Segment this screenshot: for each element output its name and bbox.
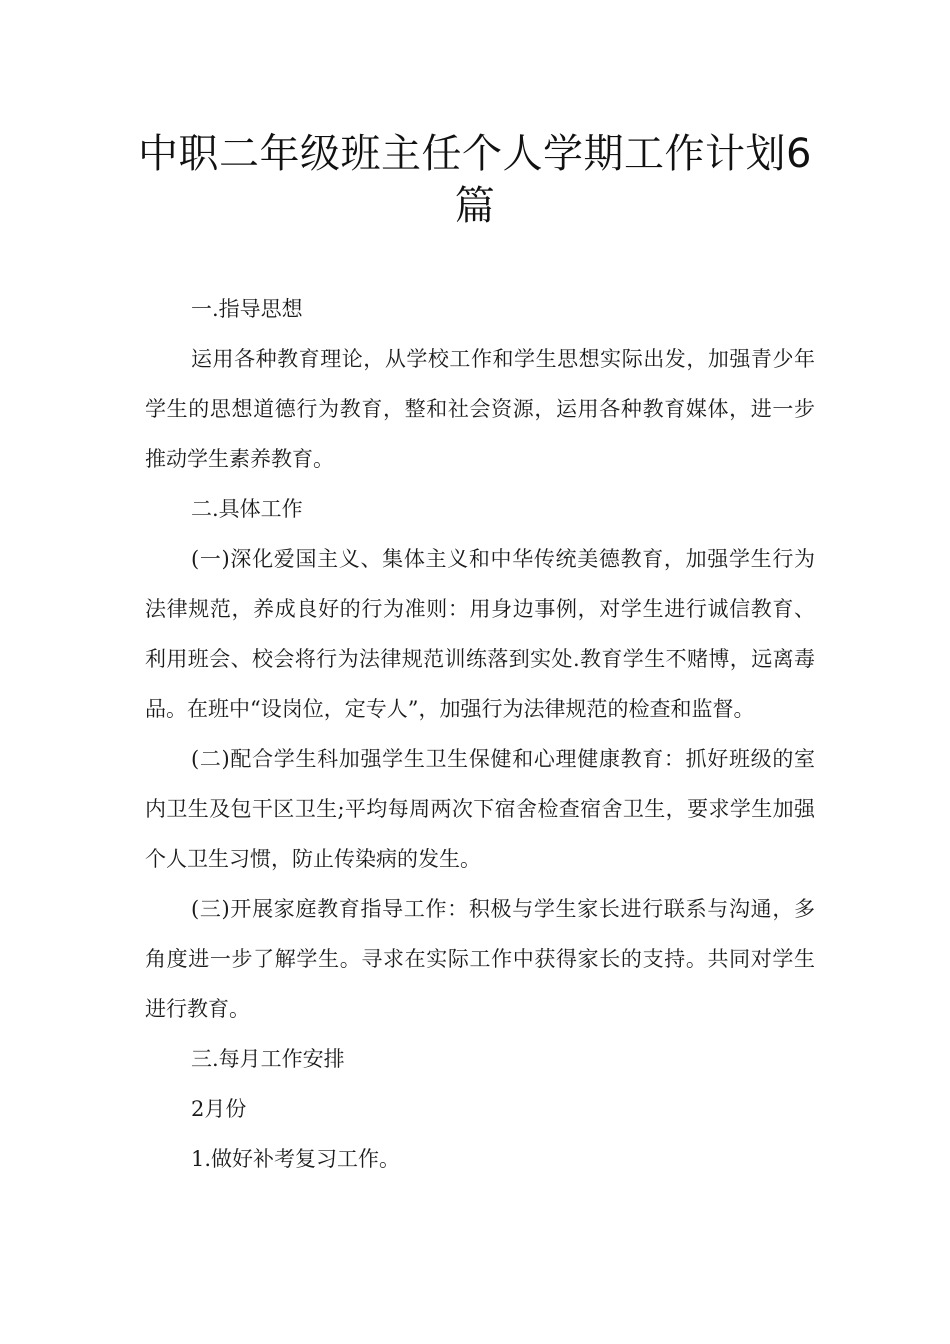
heading-monthly-schedule: 三.每月工作安排 <box>191 1047 345 1071</box>
heading-specific-work: 二.具体工作 <box>191 497 303 521</box>
document-body <box>145 284 815 1184</box>
document-title: 中职二年级班主任个人学期工作计划6篇 <box>138 131 812 229</box>
subheading-february: 2月份 <box>191 1097 247 1121</box>
paragraph-work-item-1: (一)深化爱国主义、集体主义和中华传统美德教育，加强学生行为法律规范，养成良好的行为准则：用身边事例，对学生进行诚信教育、利用班会、校会将行为法律规范训练落到实处.教育学生不赌博，远离毒品。在班中“设岗位，定专人”，加强行为法律规范的检查和监督。 <box>145 547 815 721</box>
paragraph-work-item-2: (二)配合学生科加强学生卫生保健和心理健康教育：抓好班级的室内卫生及包干区卫生;平均每周两次下宿舍检查宿舍卫生，要求学生加强个人卫生习惯，防止传染病的发生。 <box>145 747 815 871</box>
paragraph-guiding-ideology: 运用各种教育理论，从学校工作和学生思想实际出发，加强青少年学生的思想道德行为教育，整和社会资源，运用各种教育媒体，进一步推动学生素养教育。 <box>145 347 815 471</box>
list-item-makeup-exam-review: 1.做好补考复习工作。 <box>191 1147 401 1171</box>
paragraph-work-item-3: (三)开展家庭教育指导工作：积极与学生家长进行联系与沟通，多角度进一步了解学生。寻求在实际工作中获得家长的支持。共同对学生进行教育。 <box>145 897 815 1021</box>
heading-guiding-ideology: 一.指导思想 <box>191 297 303 321</box>
